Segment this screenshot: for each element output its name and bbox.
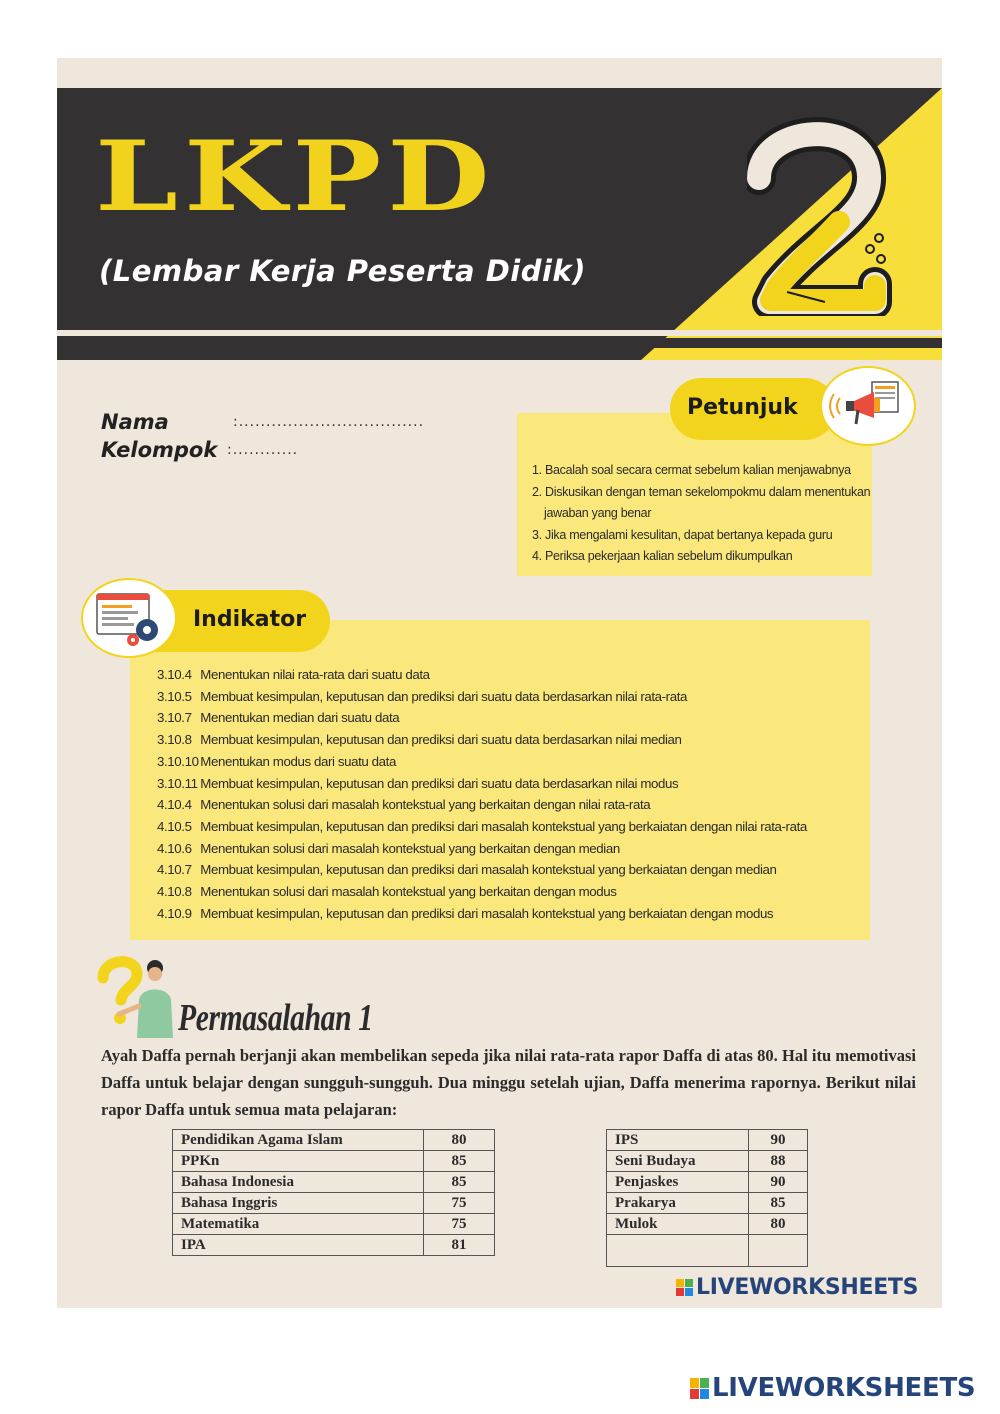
indicator-item: [157, 838, 877, 860]
instructions-list: [532, 460, 872, 568]
indicator-code: 3.10.7: [157, 710, 192, 726]
liveworksheets-brand-text: LIVEWORKSHEETS: [712, 1373, 976, 1403]
indicator-text: Membuat kesimpulan, keputusan dan prediksi dari masalah kontekstual yang berkaiatan dengan nilai rata-rata: [200, 818, 807, 834]
header-underline: [57, 338, 942, 348]
indicator-code: 3.10.5: [157, 688, 192, 704]
table-row: [173, 1235, 495, 1256]
indicator-text: Menentukan median dari suatu data: [200, 710, 400, 726]
score-cell: 80: [749, 1214, 808, 1235]
subject-cell: IPA: [173, 1235, 424, 1256]
indicator-text: Menentukan solusi dari masalah kontekstual yang berkaitan dengan nilai rata-rata: [200, 797, 651, 813]
indicator-code: 3.10.8: [157, 732, 192, 748]
table-row: [607, 1193, 808, 1214]
table-row: [607, 1235, 808, 1267]
indicator-item: [157, 816, 877, 838]
name-label: Nama: [101, 410, 169, 434]
indicator-text: Menentukan nilai rata-rata dari suatu data: [200, 667, 430, 682]
table-row: [173, 1193, 495, 1214]
instruction-item: 1. Bacalah soal secara cermat sebelum kalian menjawabnya: [532, 463, 851, 477]
instruction-item: 2. Diskusikan dengan teman sekelompokmu dalam menentukan: [532, 484, 871, 499]
grades-table-right: [606, 1129, 808, 1267]
subject-cell: Bahasa Indonesia: [173, 1172, 424, 1193]
indicator-item: [157, 859, 877, 881]
indicator-item: [157, 729, 877, 751]
group-input-line[interactable]: :............: [227, 442, 299, 458]
liveworksheets-brand-text: LIVEWORKSHEETS: [696, 1275, 919, 1300]
indicator-code: 4.10.5: [157, 818, 192, 834]
indicator-code: 4.10.9: [157, 905, 192, 921]
indicator-text: Membuat kesimpulan, keputusan dan prediksi dari masalah kontekstual yang berkaiatan dengan median: [200, 862, 777, 878]
indicator-text: Membuat kesimpulan, keputusan dan prediksi dari masalah kontekstual yang berkaiatan dengan modus: [200, 905, 774, 921]
score-cell: 88: [749, 1151, 808, 1172]
page-subtitle: (Lembar Kerja Peserta Didik): [99, 254, 586, 288]
instruction-item: 4. Periksa pekerjaan kalian sebelum dikumpulkan: [532, 549, 793, 563]
indicator-code: 4.10.8: [157, 884, 192, 900]
subject-cell: Penjaskes: [607, 1172, 749, 1193]
liveworksheets-logo-outer[interactable]: [690, 1373, 975, 1403]
liveworksheets-logo-inner: [676, 1275, 918, 1300]
score-cell: 90: [749, 1172, 808, 1193]
score-cell: 80: [424, 1130, 495, 1151]
score-cell: 85: [424, 1151, 495, 1172]
indicator-code: 3.10.4: [157, 667, 192, 682]
indicator-item: [157, 794, 877, 816]
instructions-title: Petunjuk: [687, 395, 798, 420]
score-cell: 85: [424, 1172, 495, 1193]
name-input-line[interactable]: :..................................: [233, 414, 425, 430]
subject-cell: [607, 1235, 749, 1267]
indicator-item: [157, 707, 877, 729]
score-cell: 75: [424, 1214, 495, 1235]
liveworksheets-tile-icon: [690, 1378, 709, 1399]
score-cell: [749, 1235, 808, 1267]
subject-cell: Matematika: [173, 1214, 424, 1235]
indicator-text: Membuat kesimpulan, keputusan dan prediksi dari suatu data berdasarkan nilai rata-rata: [200, 688, 687, 704]
indicator-code: 4.10.6: [157, 840, 192, 856]
score-cell: 85: [749, 1193, 808, 1214]
indicators-list: [157, 664, 877, 924]
indicator-item: [157, 664, 877, 686]
subject-cell: Pendidikan Agama Islam: [173, 1130, 424, 1151]
subject-cell: Bahasa Inggris: [173, 1193, 424, 1214]
settings-screen-icon: [81, 578, 177, 658]
table-row: [607, 1214, 808, 1235]
indicator-item: [157, 881, 877, 903]
table-row: [173, 1151, 495, 1172]
subject-cell: PPKn: [173, 1151, 424, 1172]
subject-cell: Mulok: [607, 1214, 749, 1235]
score-cell: 81: [424, 1235, 495, 1256]
problem-text: Ayah Daffa pernah berjanji akan membelikan sepeda jika nilai rata-rata rapor Daffa di atas 80. Hal itu memotivasi Daffa untuk belajar dengan sungguh-sungguh. Dua minggu setelah ujian, Daffa menerima rapornya. Berikut nilai rapor Daffa untuk semua mata pelajaran:: [101, 1046, 916, 1119]
liveworksheets-tile-icon: [676, 1279, 693, 1296]
table-row: [607, 1151, 808, 1172]
indicator-code: 3.10.10: [157, 753, 199, 769]
subject-cell: Prakarya: [607, 1193, 749, 1214]
indicator-text: Menentukan solusi dari masalah kontekstual yang berkaitan dengan median: [200, 840, 620, 856]
subject-cell: IPS: [607, 1130, 749, 1151]
worksheet-page: [57, 58, 942, 1308]
question-person-icon: [97, 956, 177, 1038]
megaphone-icon: [820, 366, 916, 446]
indicator-item: [157, 686, 877, 708]
indicators-title: Indikator: [193, 607, 307, 632]
indicator-code: 4.10.4: [157, 797, 192, 813]
problem-title: Permasalahan 1: [178, 997, 373, 1039]
instruction-item: 3. Jika mengalami kesulitan, dapat bertanya kepada guru: [532, 527, 833, 542]
indicator-text: Menentukan modus dari suatu data: [200, 753, 396, 769]
indicator-text: Menentukan solusi dari masalah kontekstual yang berkaitan dengan modus: [200, 884, 617, 900]
grades-table-left: [172, 1129, 495, 1256]
indicator-code: 3.10.11: [157, 775, 198, 791]
number-two-graphic: [747, 116, 907, 316]
page-title: LKPD: [95, 118, 496, 233]
score-cell: 90: [749, 1130, 808, 1151]
table-row: [173, 1130, 495, 1151]
score-cell: 75: [424, 1193, 495, 1214]
group-label: Kelompok: [101, 438, 218, 462]
header-stripe: [57, 330, 942, 336]
indicator-text: Membuat kesimpulan, keputusan dan prediksi dari suatu data berdasarkan nilai median: [200, 732, 682, 748]
table-row: [607, 1130, 808, 1151]
indicator-item: [157, 751, 877, 773]
subject-cell: Seni Budaya: [607, 1151, 749, 1172]
indicator-code: 4.10.7: [157, 862, 192, 878]
table-row: [173, 1214, 495, 1235]
instruction-item: jawaban yang benar: [544, 506, 652, 520]
indicator-item: [157, 773, 877, 795]
table-row: [173, 1172, 495, 1193]
indicator-item: [157, 903, 877, 925]
table-row: [607, 1172, 808, 1193]
indicator-text: Membuat kesimpulan, keputusan dan prediksi dari suatu data berdasarkan nilai modus: [200, 775, 679, 791]
